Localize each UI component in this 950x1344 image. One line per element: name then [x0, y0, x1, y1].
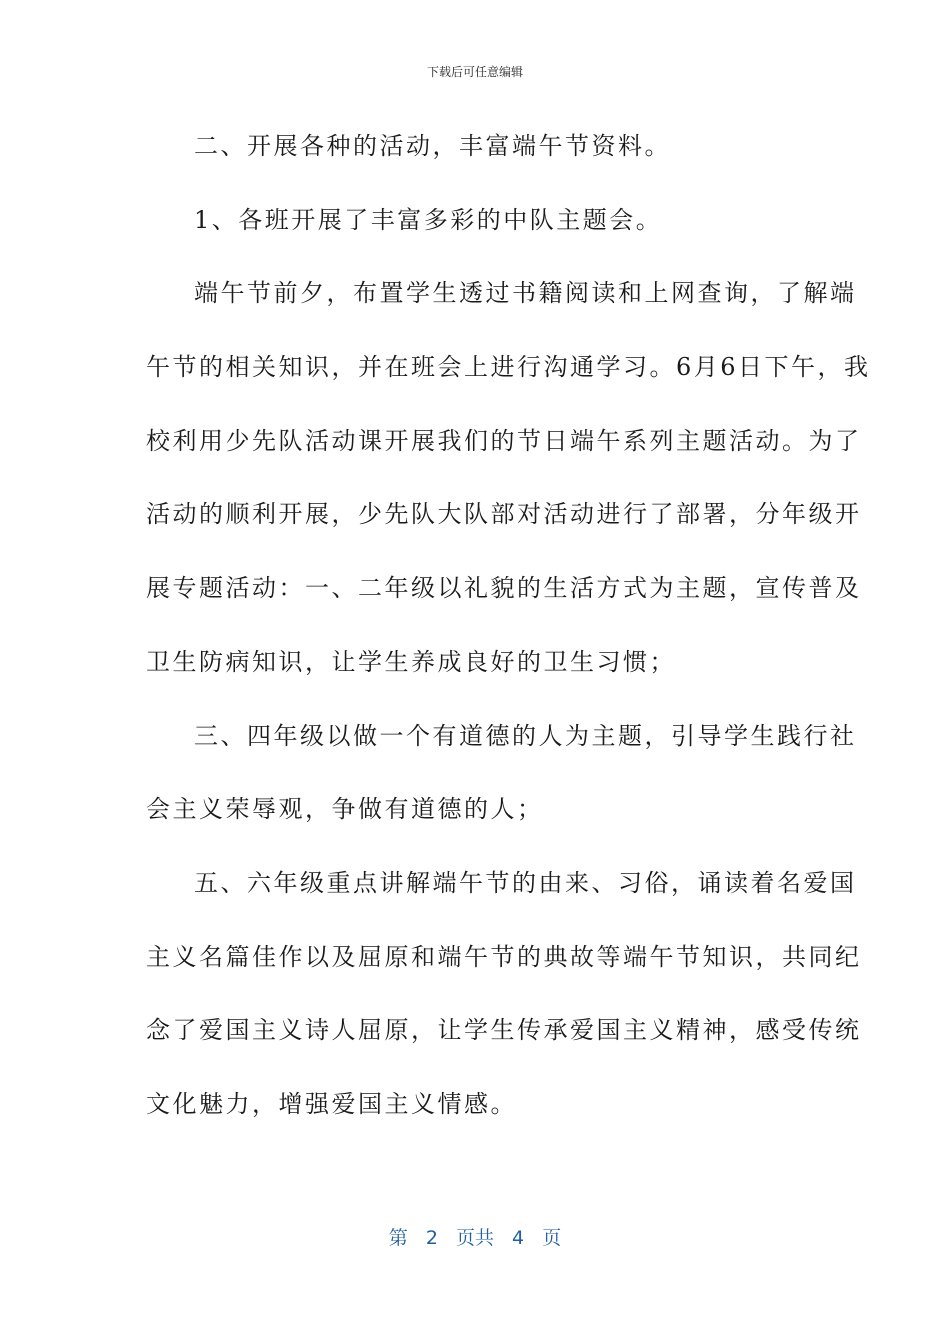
page-header-note: 下载后可任意编辑	[426, 65, 523, 79]
footer-page-number: 2	[425, 1227, 438, 1249]
footer-total-pages: 4	[512, 1227, 525, 1249]
paragraph-line: 念了爱国主义诗人屈原，让学生传承爱国主义精神，感受传统	[146, 1016, 862, 1045]
paragraph-line: 会主义荣辱观，争做有道德的人；	[146, 795, 544, 824]
footer-ye-gong: 页共	[455, 1227, 494, 1249]
paragraph-line: 三、四年级以做一个有道德的人为主题，引导学生践行社	[194, 721, 857, 750]
paragraph-line: 活动的顺利开展，少先队大队部对活动进行了部署，分年级开	[146, 500, 862, 529]
paragraph-line: 端午节前夕，布置学生透过书籍阅读和上网查询，了解端	[194, 279, 857, 308]
page-number-footer	[0, 1224, 950, 1252]
paragraph-line: 1、各班开展了丰富多彩的中队主题会。	[194, 205, 663, 234]
paragraph-line: 主义名篇佳作以及屈原和端午节的典故等端午节知识，共同纪	[146, 942, 862, 971]
paragraph-line: 五、六年级重点讲解端午节的由来、习俗，诵读着名爱国	[194, 868, 857, 897]
paragraph-line: 文化魅力，增强爱国主义情感。	[146, 1089, 517, 1118]
paragraph-line: 展专题活动：一、二年级以礼貌的生活方式为主题，宣传普及	[146, 574, 862, 603]
document-body	[146, 110, 871, 1142]
footer-di: 第	[388, 1227, 408, 1249]
paragraph-line: 午节的相关知识，并在班会上进行沟通学习。6月6日下午，我	[146, 353, 871, 382]
paragraph-line: 二、开展各种的活动，丰富端午节资料。	[194, 132, 671, 160]
paragraph-line: 校利用少先队活动课开展我们的节日端午系列主题活动。为了	[146, 426, 862, 455]
footer-ye: 页	[542, 1227, 562, 1249]
paragraph-line: 卫生防病知识，让学生养成良好的卫生习惯；	[146, 647, 676, 676]
